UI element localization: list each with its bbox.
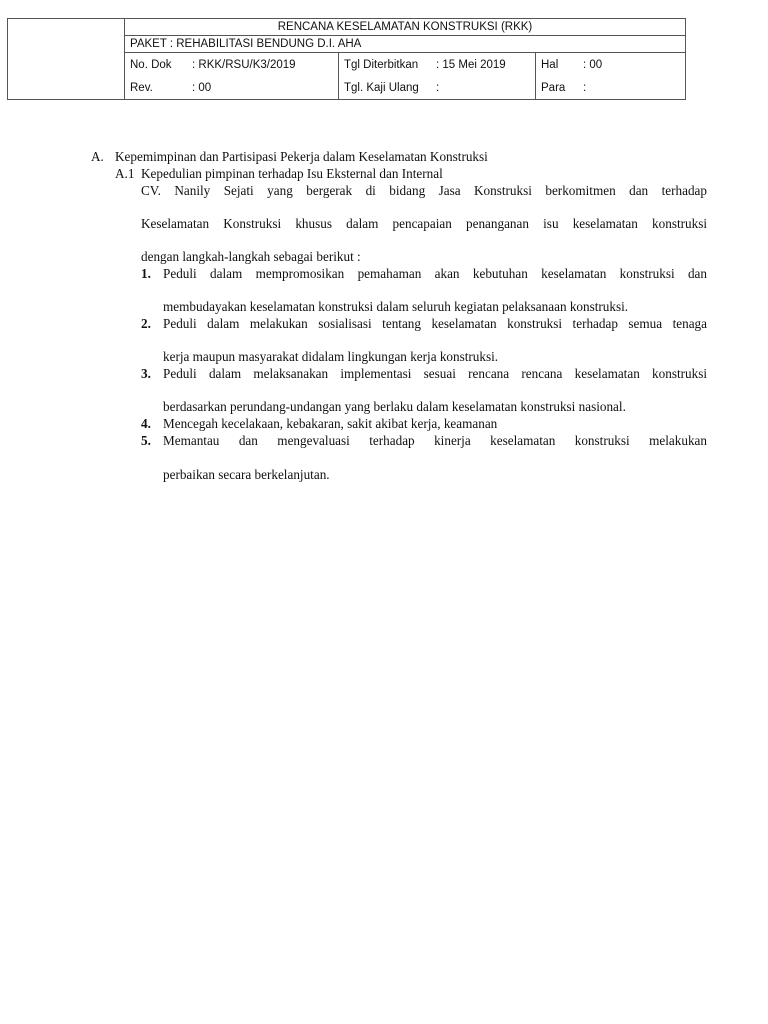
item-text-line-1: Peduli dalam melaksanakan implementasi sesuai rencana rencana keselamatan konstruksi	[163, 366, 707, 381]
item-number: 2.	[141, 316, 151, 331]
review-date-label: Tgl. Kaji Ulang	[344, 81, 419, 94]
item-text-line-2: perbaikan secara berkelanjutan.	[163, 467, 330, 482]
item-text-line-1: Memantau dan mengevaluasi terhadap kinerja keselamatan konstruksi melakukan	[163, 433, 707, 448]
document-header-table	[7, 18, 686, 100]
intro-line-1: CV. Nanily Sejati yang bergerak di bidang Jasa Konstruksi berkomitmen dan terhadap	[141, 183, 707, 198]
package-name: PAKET : REHABILITASI BENDUNG D.I. AHA	[125, 36, 686, 53]
paragraph-value: :	[583, 81, 587, 94]
section-heading	[91, 149, 488, 165]
review-date-value: :	[436, 81, 440, 94]
doc-number-cell	[125, 53, 339, 77]
issue-date-cell	[339, 53, 536, 77]
item-number: 3.	[141, 366, 151, 381]
doc-number-value: : RKK/RSU/K3/2019	[192, 58, 296, 71]
subsection-marker: A.1	[115, 166, 135, 181]
paragraph-cell	[536, 76, 686, 100]
item-number: 1.	[141, 266, 151, 281]
section-title: Kepemimpinan dan Partisipasi Pekerja dalam Keselamatan Konstruksi	[115, 149, 488, 164]
doc-number-label: No. Dok	[130, 58, 172, 71]
document-title: RENCANA KESELAMATAN KONSTRUKSI (RKK)	[125, 19, 686, 36]
subsection-title: Kepedulian pimpinan terhadap Isu Eksternal dan Internal	[141, 166, 443, 181]
item-number: 4.	[141, 416, 151, 431]
item-text-line-2: kerja maupun masyarakat didalam lingkungan kerja konstruksi.	[163, 349, 499, 364]
item-text-line-1: Mencegah kecelakaan, kebakaran, sakit akibat kerja, keamanan	[163, 416, 498, 431]
item-number: 5.	[141, 433, 151, 448]
revision-cell	[125, 76, 339, 100]
item-text-line-1: Peduli dalam melakukan sosialisasi tentang keselamatan konstruksi terhadap semua tenaga	[163, 316, 707, 331]
item-text-line-2: membudayakan keselamatan konstruksi dalam seluruh kegiatan pelaksanaan konstruksi.	[163, 299, 629, 314]
item-text-line-2: berdasarkan perundang-undangan yang berlaku dalam keselamatan konstruksi nasional.	[163, 399, 626, 414]
issue-date-value: : 15 Mei 2019	[436, 58, 506, 71]
intro-line-3: dengan langkah-langkah sebagai berikut :	[141, 249, 361, 264]
page-cell	[536, 53, 686, 77]
issue-date-label: Tgl Diterbitkan	[344, 58, 419, 71]
revision-label: Rev.	[130, 81, 153, 94]
review-date-cell	[339, 76, 536, 100]
page-value: : 00	[583, 58, 603, 71]
item-text-line-1: Peduli dalam mempromosikan pemahaman akan kebutuhan keselamatan konstruksi dan	[163, 266, 707, 281]
intro-line-2: Keselamatan Konstruksi khusus dalam pencapaian penanganan isu keselamatan konstruksi	[141, 216, 707, 231]
page-label: Hal	[541, 58, 559, 71]
logo-cell	[8, 19, 125, 100]
subsection-heading	[115, 166, 443, 182]
revision-value: : 00	[192, 81, 212, 94]
section-marker: A.	[91, 149, 104, 164]
paragraph-label: Para	[541, 81, 566, 94]
